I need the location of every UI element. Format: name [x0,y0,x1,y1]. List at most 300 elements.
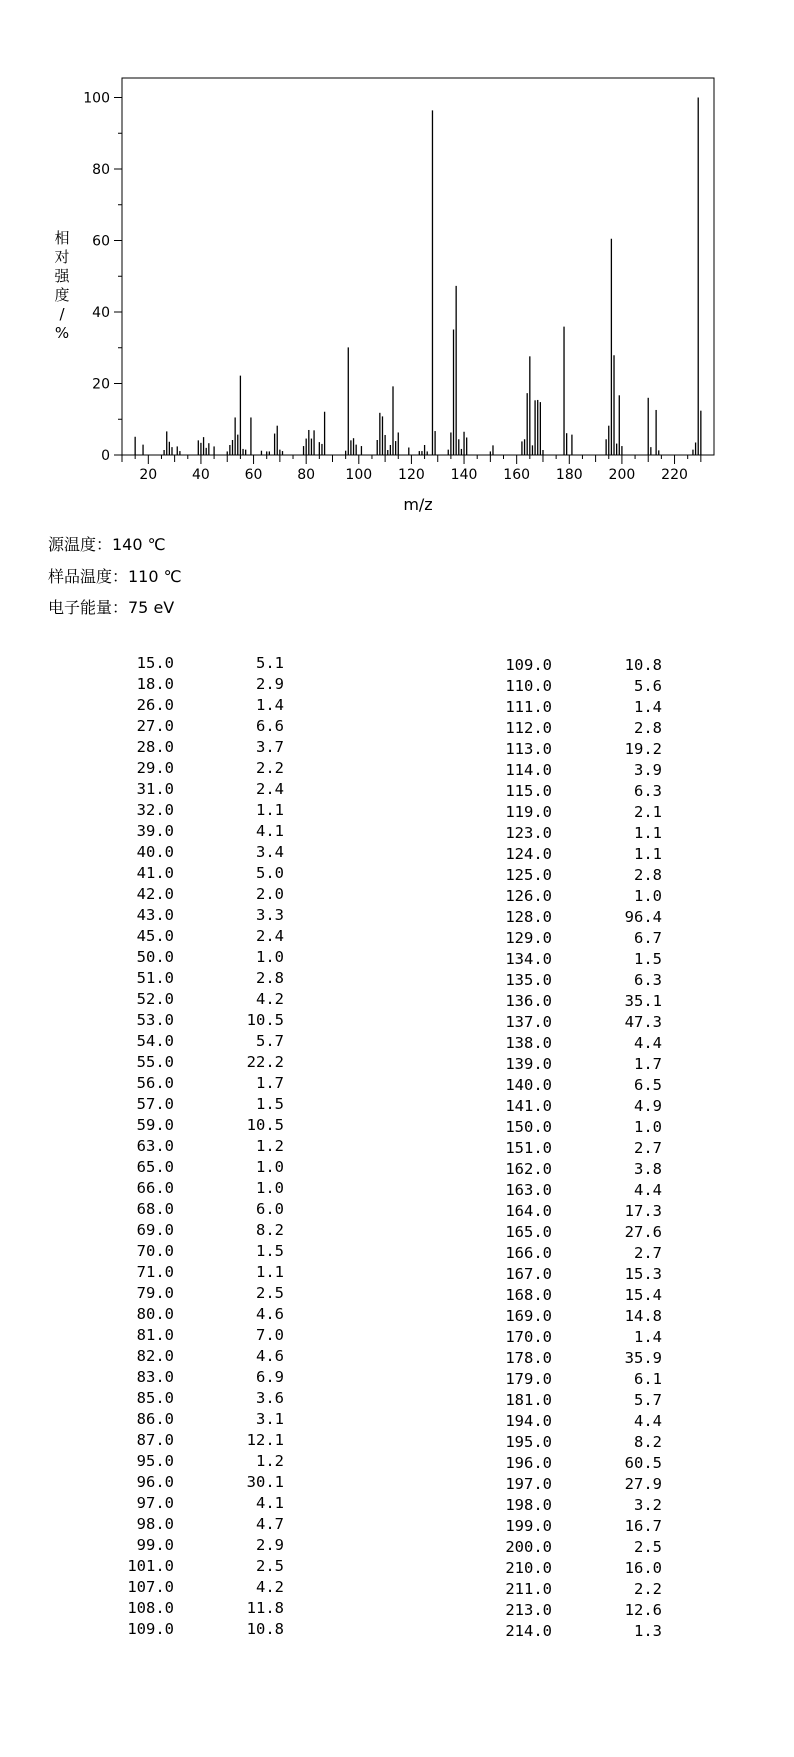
table-row [124,1388,304,1409]
table-row [124,1136,304,1157]
table-row [496,928,676,949]
mz-value: 151.0 [505,1139,552,1157]
table-row [124,1073,304,1094]
abundance-value: 3.2 [634,1496,662,1514]
mz-value: 194.0 [505,1412,552,1430]
table-row [124,695,304,716]
mz-value: 114.0 [505,761,552,779]
abundance-value: 3.9 [634,761,662,779]
abundance-value: 2.5 [634,1538,662,1556]
mz-value: 125.0 [505,866,552,884]
table-row [124,779,304,800]
abundance-value: 1.5 [634,950,662,968]
table-row [124,1451,304,1472]
x-axis-ticks [122,455,701,483]
abundance-value: 2.9 [256,1536,284,1554]
mz-value: 150.0 [505,1118,552,1136]
abundance-value: 17.3 [624,1202,662,1220]
abundance-value: 1.7 [634,1055,662,1073]
abundance-value: 1.0 [256,1158,284,1176]
abundance-value: 4.1 [256,1494,284,1512]
mz-value: 197.0 [505,1475,552,1493]
mz-value: 79.0 [136,1284,174,1302]
mz-value: 115.0 [505,782,552,800]
mz-value: 80.0 [136,1305,174,1323]
table-row [124,1367,304,1388]
abundance-value: 2.1 [634,803,662,821]
abundance-value: 2.2 [634,1580,662,1598]
table-row [124,758,304,779]
abundance-value: 19.2 [624,740,662,758]
table-row [496,1117,676,1138]
mz-value: 96.0 [136,1473,174,1491]
abundance-value: 1.7 [256,1074,284,1092]
mz-value: 18.0 [136,675,174,693]
mz-value: 210.0 [505,1559,552,1577]
mz-value: 85.0 [136,1389,174,1407]
table-row [496,865,676,886]
table-row [496,1558,676,1579]
abundance-value: 2.4 [256,780,284,798]
mz-value: 139.0 [505,1055,552,1073]
abundance-value: 27.9 [624,1475,662,1493]
plot-frame [122,78,714,455]
table-row [124,1346,304,1367]
abundance-value: 1.0 [634,887,662,905]
table-row [124,1430,304,1451]
mz-value: 56.0 [136,1074,174,1092]
x-tick-label: 200 [608,467,636,483]
mz-value: 123.0 [505,824,552,842]
mz-value: 111.0 [505,698,552,716]
mz-value: 27.0 [136,717,174,735]
table-row [496,1411,676,1432]
x-tick-label: 140 [450,467,478,483]
table-row [496,823,676,844]
mz-value: 87.0 [136,1431,174,1449]
abundance-value: 16.0 [624,1559,662,1577]
electron-energy: 电子能量：75 eV [48,598,175,617]
abundance-value: 3.8 [634,1160,662,1178]
table-row [124,674,304,695]
mz-value: 108.0 [127,1599,174,1617]
source-temperature: 源温度：140 ℃ [48,535,166,554]
mz-value: 45.0 [136,927,174,945]
mz-value: 135.0 [505,971,552,989]
mz-value: 211.0 [505,1580,552,1598]
y-tick-label: 80 [92,162,110,178]
mz-value: 198.0 [505,1496,552,1514]
spectrum-peaks [135,98,701,456]
mz-value: 141.0 [505,1097,552,1115]
mz-value: 66.0 [136,1179,174,1197]
abundance-value: 4.4 [634,1412,662,1430]
abundance-value: 3.7 [256,738,284,756]
abundance-value: 1.1 [256,801,284,819]
mz-value: 53.0 [136,1011,174,1029]
mz-value: 86.0 [136,1410,174,1428]
abundance-value: 5.7 [634,1391,662,1409]
table-row [124,842,304,863]
table-row [496,1453,676,1474]
abundance-value: 16.7 [624,1517,662,1535]
table-row [124,989,304,1010]
table-row [496,781,676,802]
table-row [496,1432,676,1453]
mz-value: 52.0 [136,990,174,1008]
abundance-value: 2.8 [256,969,284,987]
table-row [496,760,676,781]
table-row [124,1157,304,1178]
mz-value: 179.0 [505,1370,552,1388]
table-row [124,1472,304,1493]
table-row [124,1598,304,1619]
mz-value: 136.0 [505,992,552,1010]
abundance-value: 1.3 [634,1622,662,1640]
x-tick-label: 60 [244,467,263,483]
abundance-value: 6.3 [634,782,662,800]
mz-value: 83.0 [136,1368,174,1386]
peak-table-left [124,653,304,1640]
abundance-value: 6.0 [256,1200,284,1218]
mz-value: 95.0 [136,1452,174,1470]
mz-value: 110.0 [505,677,552,695]
y-tick-label: 20 [92,376,110,393]
mz-value: 200.0 [505,1538,552,1556]
abundance-value: 6.3 [634,971,662,989]
table-row [124,1220,304,1241]
abundance-value: 1.1 [634,824,662,842]
abundance-value: 22.2 [246,1053,284,1071]
table-row [496,1516,676,1537]
abundance-value: 1.4 [256,696,284,714]
abundance-value: 2.7 [634,1244,662,1262]
table-row [124,968,304,989]
table-row [124,1115,304,1136]
table-row [124,737,304,758]
abundance-value: 2.5 [256,1284,284,1302]
table-row [124,1304,304,1325]
y-axis-ticks [83,91,122,465]
mz-value: 15.0 [136,654,174,672]
mz-value: 65.0 [136,1158,174,1176]
mz-value: 163.0 [505,1181,552,1199]
table-row [496,1474,676,1495]
abundance-value: 4.9 [634,1097,662,1115]
mz-value: 128.0 [505,908,552,926]
mz-value: 170.0 [505,1328,552,1346]
table-row [496,1579,676,1600]
abundance-value: 2.7 [634,1139,662,1157]
sample-temperature: 样品温度：110 ℃ [48,567,182,586]
table-row [124,653,304,674]
abundance-value: 8.2 [256,1221,284,1239]
mz-value: 196.0 [505,1454,552,1472]
mz-value: 43.0 [136,906,174,924]
mz-value: 69.0 [136,1221,174,1239]
abundance-value: 6.1 [634,1370,662,1388]
y-tick-label: 40 [92,305,110,321]
abundance-value: 5.0 [256,864,284,882]
mz-value: 126.0 [505,887,552,905]
mz-value: 178.0 [505,1349,552,1367]
table-row [496,1180,676,1201]
mz-value: 39.0 [136,822,174,840]
table-row [124,1409,304,1430]
abundance-value: 35.9 [624,1349,662,1367]
mz-value: 107.0 [127,1578,174,1596]
table-row [124,1178,304,1199]
table-row [124,800,304,821]
abundance-value: 30.1 [246,1473,284,1491]
abundance-value: 3.3 [256,906,284,924]
abundance-value: 2.8 [634,719,662,737]
mz-value: 99.0 [136,1536,174,1554]
mz-value: 57.0 [136,1095,174,1113]
abundance-value: 15.4 [624,1286,662,1304]
mz-value: 138.0 [505,1034,552,1052]
table-row [496,1327,676,1348]
abundance-value: 4.7 [256,1515,284,1533]
abundance-value: 2.9 [256,675,284,693]
table-row [124,1094,304,1115]
table-row [496,1033,676,1054]
mz-value: 164.0 [505,1202,552,1220]
mz-value: 199.0 [505,1517,552,1535]
table-row [496,1096,676,1117]
mz-value: 50.0 [136,948,174,966]
table-row [124,1052,304,1073]
mz-value: 168.0 [505,1286,552,1304]
table-row [496,1390,676,1411]
table-row [124,821,304,842]
mz-value: 213.0 [505,1601,552,1619]
abundance-value: 1.5 [256,1242,284,1260]
abundance-value: 4.2 [256,990,284,1008]
table-row [496,886,676,907]
table-row [496,991,676,1012]
abundance-value: 1.2 [256,1452,284,1470]
peak-table-right [496,655,676,1642]
abundance-value: 4.6 [256,1347,284,1365]
table-row [124,1031,304,1052]
table-row [124,884,304,905]
x-tick-label: 180 [555,467,583,483]
mz-value: 26.0 [136,696,174,714]
table-row [496,1285,676,1306]
table-row [496,844,676,865]
abundance-value: 10.5 [246,1011,284,1029]
mz-value: 109.0 [127,1620,174,1638]
abundance-value: 14.8 [624,1307,662,1325]
mz-value: 134.0 [505,950,552,968]
abundance-value: 1.4 [634,698,662,716]
abundance-value: 1.2 [256,1137,284,1155]
table-row [496,1600,676,1621]
abundance-value: 27.6 [624,1223,662,1241]
abundance-value: 6.9 [256,1368,284,1386]
mz-value: 162.0 [505,1160,552,1178]
table-row [124,1577,304,1598]
mz-value: 55.0 [136,1053,174,1071]
table-row [496,802,676,823]
abundance-value: 10.5 [246,1116,284,1134]
table-row [496,676,676,697]
y-tick-label: 100 [83,90,110,107]
table-row [496,1054,676,1075]
table-row [124,716,304,737]
table-row [124,1262,304,1283]
x-tick-label: 220 [661,467,688,483]
table-row [124,1241,304,1262]
table-row [496,1201,676,1222]
x-tick-label: 120 [398,467,425,483]
table-row [496,718,676,739]
table-row [124,1493,304,1514]
y-tick-label: 0 [101,448,110,464]
x-tick-label: 20 [139,467,158,483]
mz-value: 101.0 [127,1557,174,1575]
x-tick-label: 40 [192,467,210,483]
table-row [124,1283,304,1304]
abundance-value: 12.6 [624,1601,662,1619]
mz-value: 129.0 [505,929,552,947]
abundance-value: 1.0 [634,1118,662,1136]
table-row [496,1306,676,1327]
mz-value: 140.0 [505,1076,552,1094]
mz-value: 68.0 [136,1200,174,1218]
mz-value: 54.0 [136,1032,174,1050]
abundance-value: 3.1 [256,1410,284,1428]
table-row [124,905,304,926]
abundance-value: 5.1 [256,654,284,672]
mz-value: 70.0 [136,1242,174,1260]
abundance-value: 6.5 [634,1076,662,1094]
abundance-value: 12.1 [246,1431,284,1449]
mz-value: 71.0 [136,1263,174,1281]
table-row [496,1159,676,1180]
abundance-value: 6.6 [256,717,284,735]
table-row [496,739,676,760]
table-row [496,949,676,970]
abundance-value: 8.2 [634,1433,662,1451]
abundance-value: 2.4 [256,927,284,945]
abundance-value: 10.8 [246,1620,284,1638]
abundance-value: 1.4 [634,1328,662,1346]
abundance-value: 1.5 [256,1095,284,1113]
mz-value: 81.0 [136,1326,174,1344]
mz-value: 32.0 [136,801,174,819]
abundance-value: 35.1 [624,992,662,1010]
mz-value: 98.0 [136,1515,174,1533]
abundance-value: 1.0 [256,1179,284,1197]
abundance-value: 4.2 [256,1578,284,1596]
table-row [124,1619,304,1640]
mass-spectrum-chart [0,0,794,520]
table-row [496,697,676,718]
table-row [496,1222,676,1243]
abundance-value: 3.6 [256,1389,284,1407]
table-row [124,863,304,884]
table-row [496,1264,676,1285]
table-row [496,655,676,676]
x-axis-label: m/z [403,495,433,514]
abundance-value: 4.1 [256,822,284,840]
abundance-value: 4.4 [634,1034,662,1052]
table-row [496,1243,676,1264]
mz-value: 59.0 [136,1116,174,1134]
abundance-value: 1.0 [256,948,284,966]
abundance-value: 15.3 [624,1265,662,1283]
y-tick-label: 60 [92,233,110,250]
mz-value: 112.0 [505,719,552,737]
mz-value: 51.0 [136,969,174,987]
abundance-value: 4.4 [634,1181,662,1199]
mz-value: 63.0 [136,1137,174,1155]
mz-value: 195.0 [505,1433,552,1451]
x-tick-label: 160 [503,467,531,483]
table-row [124,1556,304,1577]
table-row [496,1012,676,1033]
table-row [124,1514,304,1535]
mz-value: 181.0 [505,1391,552,1409]
abundance-value: 5.6 [634,677,662,695]
abundance-value: 6.7 [634,929,662,947]
table-row [496,1537,676,1558]
mz-value: 113.0 [505,740,552,758]
mz-value: 165.0 [505,1223,552,1241]
table-row [124,1010,304,1031]
abundance-value: 4.6 [256,1305,284,1323]
table-row [124,1325,304,1346]
y-axis-label: 相对强度/ % [54,229,70,342]
abundance-value: 5.7 [256,1032,284,1050]
mz-value: 29.0 [136,759,174,777]
mz-value: 42.0 [136,885,174,903]
mz-value: 41.0 [136,864,174,882]
table-row [496,1369,676,1390]
abundance-value: 47.3 [624,1013,662,1031]
table-row [124,1199,304,1220]
mz-value: 28.0 [136,738,174,756]
mz-value: 40.0 [136,843,174,861]
mz-value: 166.0 [505,1244,552,1262]
abundance-value: 2.8 [634,866,662,884]
table-row [496,1075,676,1096]
abundance-value: 11.8 [246,1599,284,1617]
table-row [124,947,304,968]
mz-value: 31.0 [136,780,174,798]
table-row [496,1138,676,1159]
x-tick-label: 80 [297,467,316,483]
mz-value: 119.0 [505,803,552,821]
mz-value: 137.0 [505,1013,552,1031]
abundance-value: 10.8 [624,656,662,674]
mz-value: 169.0 [505,1307,552,1325]
table-row [496,1348,676,1369]
abundance-value: 2.2 [256,759,284,777]
abundance-value: 2.5 [256,1557,284,1575]
mz-value: 124.0 [505,845,552,863]
abundance-value: 1.1 [256,1263,284,1281]
mz-value: 167.0 [505,1265,552,1283]
mz-value: 97.0 [136,1494,174,1512]
mz-value: 82.0 [136,1347,174,1365]
table-row [496,1495,676,1516]
abundance-value: 3.4 [256,843,284,861]
abundance-value: 1.1 [634,845,662,863]
table-row [124,926,304,947]
